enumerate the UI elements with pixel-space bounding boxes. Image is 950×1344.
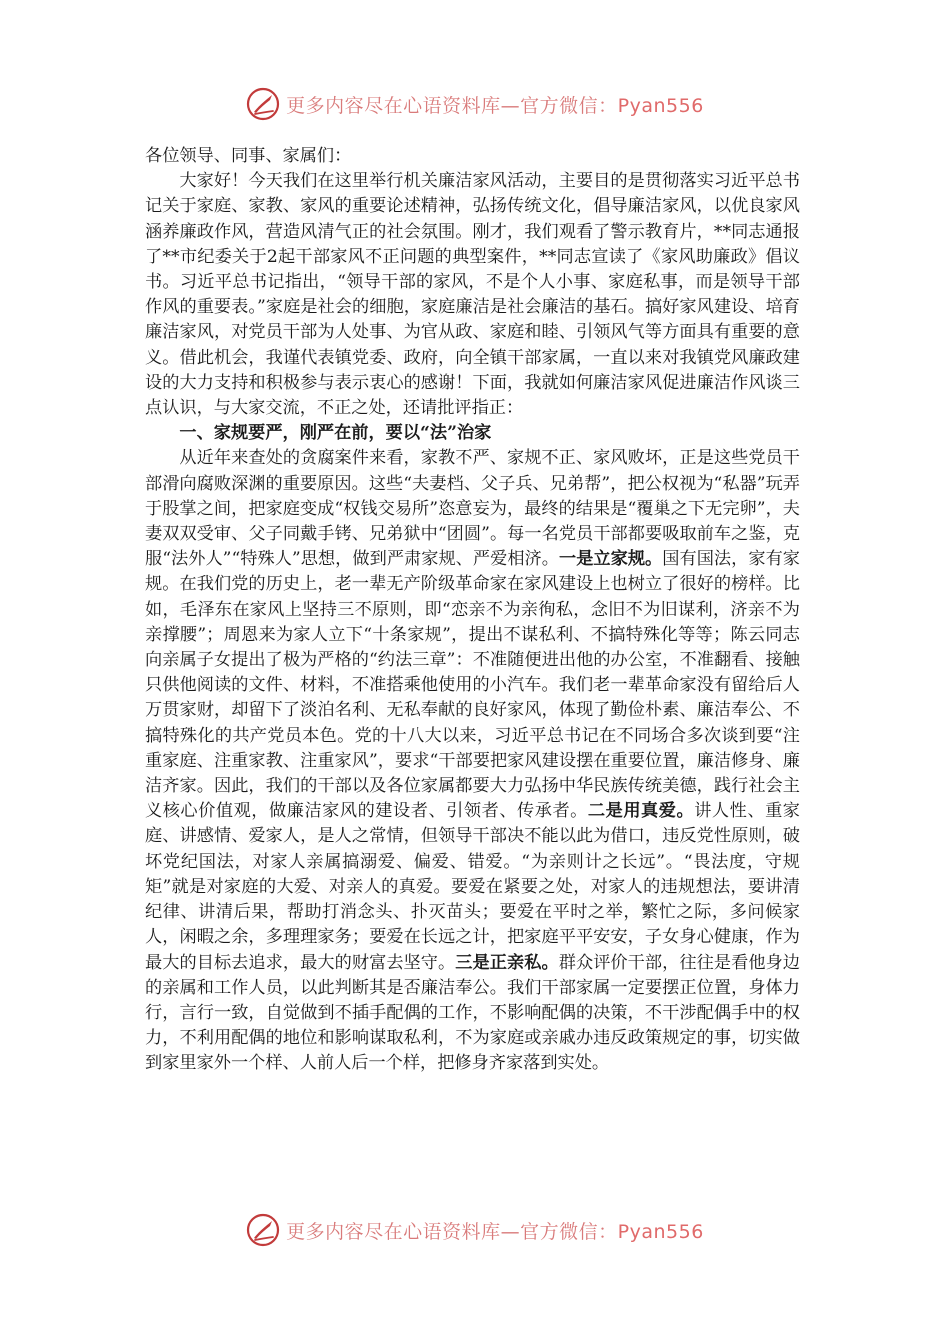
document-body [145, 144, 800, 1077]
footer-banner-id: Pyan556 [617, 1220, 704, 1243]
footer-banner-text: 更多内容尽在心语资料库—官方微信：Pyan556 [286, 1220, 704, 1243]
pen-logo-icon [246, 1213, 280, 1247]
header-banner-text: 更多内容尽在心语资料库—官方微信：Pyan556 [286, 94, 704, 117]
section-1-text-a: 从近年来查处的贪腐案件来看，家教不严、家规不正、家风败坏，正是这些党员干部滑向腐败深渊的重要原因。这些“夫妻档、父子兵、兄弟帮”，把公权视为“私器”玩弄于股掌之间，把家庭变成“权钱交易所”恣意妄为，最终的结果是“覆巢之下无完卵”，夫妻双双受审、父子同戴手铐、兄弟狱中“团圆”。每一名党员干部都要吸取前车之鉴，克服“法外人”“特殊人”思想，做到严肃家规、严爱相济。 [145, 448, 800, 570]
point-1-label: 一是立家规。 [558, 549, 663, 570]
header-watermark-banner [0, 84, 950, 124]
pen-logo-icon [246, 87, 280, 121]
point-3-text: 群众评价干部，往往是看他身边的亲属和工作人员，以此判断其是否廉洁奉公。我们干部家属一定要摆正位置，身体力行，言行一致，自觉做到不插手配偶的工作，不影响配偶的决策，不干涉配偶手中的权力，不利用配偶的地位和影响谋取私利，不为家庭或亲戚办违反政策规定的事，切实做到家里家外一个样、人前人后一个样，把修身齐家落到实处。 [145, 952, 800, 1074]
header-banner-id: Pyan556 [617, 94, 704, 117]
salutation: 各位领导、同事、家属们： [145, 146, 352, 166]
point-1-text: 国有国法，家有家规。在我们党的历史上，老一辈无产阶级革命家在家风建设上也树立了很好的榜样。比如，毛泽东在家风上坚持三不原则，即“恋亲不为亲徇私，念旧不为旧谋利，济亲不为亲撑腰”；周恩来为家人立下“十条家规”，提出不谋私利、不搞特殊化等等；陈云同志向亲属子女提出了极为严格的“约法三章”：不准随便进出他的办公室，不准翻看、接触只供他阅读的文件、材料，不准搭乘他使用的小汽车。我们老一辈革命家没有留给后人万贯家财，却留下了淡泊名利、无私奉献的良好家风，体现了勤俭朴素、廉洁奉公、不搞特殊化的共产党员本色。党的十八大以来，习近平总书记在不同场合多次谈到要“注重家庭、注重家教、注重家风”，要求“干部要把家风建设摆在重要位置，廉洁修身、廉洁齐家。因此，我们的干部以及各位家属都要大力弘扬中华民族传统美德，践行社会主义核心价值观，做廉洁家风的建设者、引领者、传承者。 [145, 549, 800, 822]
intro-paragraph: 大家好！今天我们在这里举行机关廉洁家风活动，主要目的是贯彻落实习近平总书记关于家庭、家教、家风的重要论述精神，弘扬传统文化，倡导廉洁家风，以优良家风涵养廉政作风，营造风清气正的社会氛围。刚才，我们观看了警示教育片，**同志通报了**市纪委关于2起干部家风不正问题的典型案件，**同志宣读了《家风助廉政》倡议书。习近平总书记指出，“领导干部的家风，不是个人小事、家庭私事，而是领导干部作风的重要表。”家庭是社会的细胞，家庭廉洁是社会廉洁的基石。搞好家风建设、培育廉洁家风，对党员干部为人处事、为官从政、家庭和睦、引领风气等方面具有重要的意义。借此机会，我谨代表镇党委、政府，向全镇干部家属，一直以来对我镇党风廉政建设的大力支持和积极参与表示衷心的感谢！下面，我就如何廉洁家风促进廉洁作风谈三点认识，与大家交流，不正之处，还请批评指正： [145, 171, 800, 419]
point-2-label: 二是用真爱。 [587, 801, 695, 822]
point-2-text: 讲人性、重家庭、讲感情、爱家人，是人之常情，但领导干部决不能以此为借口，违反党性原则，破坏党纪国法，对家人亲属搞溺爱、偏爱、错爱。“为亲则计之长远”。“畏法度，守规矩”就是对家庭的大爱、对亲人的真爱。要爱在紧要之处，对家人的违规想法，要讲清纪律、讲清后果，帮助打消念头、扑灭苗头；要爱在平时之举，繁忙之际，多问候家人，闲暇之余，多理理家务；要爱在长远之计，把家庭平平安安，子女身心健康，作为最大的目标去追求，最大的财富去坚守。 [145, 801, 800, 973]
section-heading-1: 一、家规要严，刚严在前，要以“法”治家 [179, 423, 492, 444]
footer-watermark-banner [0, 1210, 950, 1250]
point-3-label: 三是正亲私。 [455, 952, 559, 973]
section-1-paragraph [145, 446, 800, 1076]
